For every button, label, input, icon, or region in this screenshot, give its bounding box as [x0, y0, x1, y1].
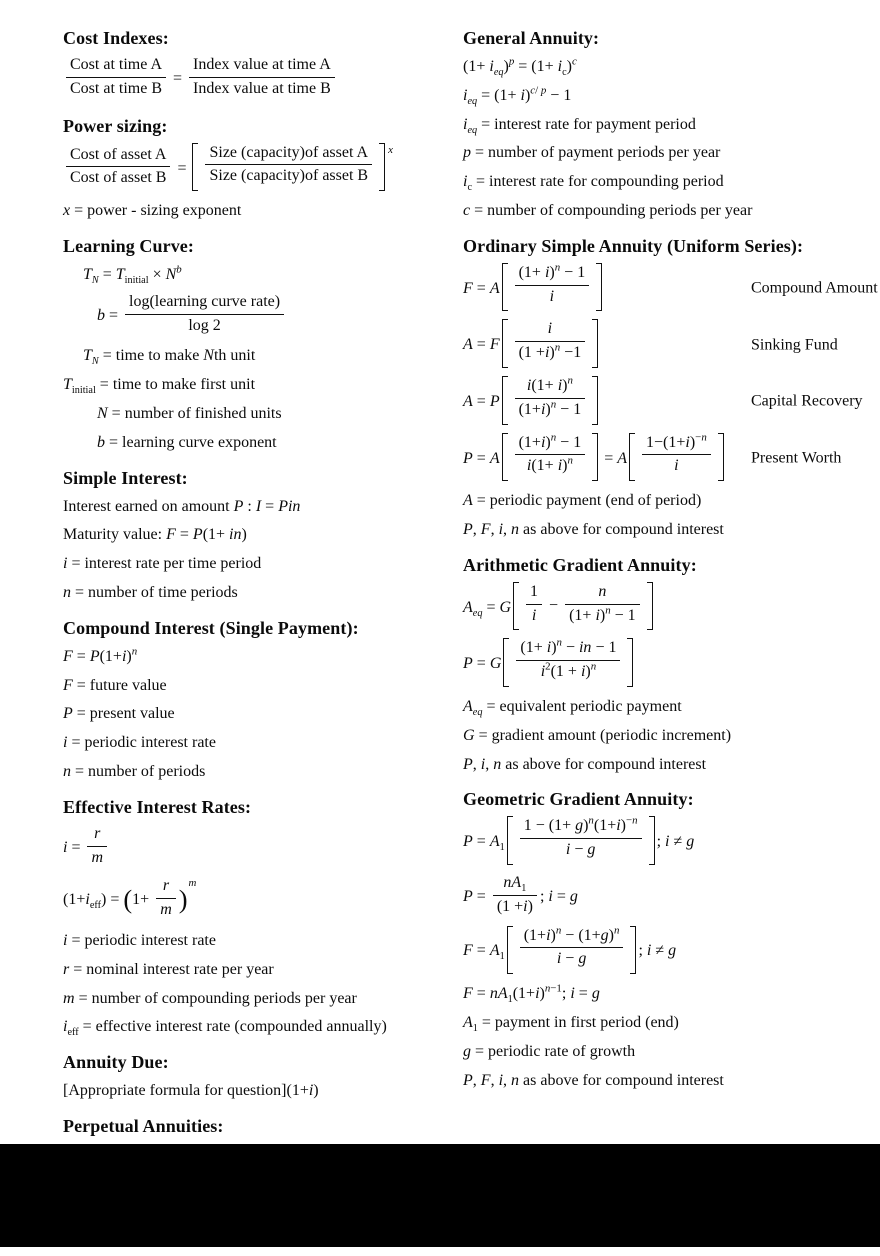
section-general-annuity: [463, 28, 877, 222]
section-title: Annuity Due:: [63, 1052, 169, 1073]
formula-math: i = interest rate per time period: [63, 555, 262, 573]
formula-math: Maturity value: F = P(1+ in): [63, 526, 247, 544]
formula-note: Capital Recovery: [751, 392, 863, 410]
formula-math: $i_{eff}$ = effective interest rate (compounded annually): [63, 1018, 387, 1039]
section-title: General Annuity:: [463, 28, 600, 48]
formula-line: [63, 346, 457, 367]
section-title: Power sizing:: [63, 115, 168, 136]
formula-line: [463, 172, 877, 193]
column-left: [63, 26, 457, 1256]
formula-math: [Appropriate formula for question](1+i): [63, 1082, 319, 1100]
formula-line: [63, 525, 457, 546]
formula-math: F = future value: [63, 676, 167, 694]
formula-math: $F = A_1$ $\frac{(1+i)^n - (1+g)^n}{i - g}$ ; i ≠ g: [463, 942, 676, 959]
formula-math: G = gradient amount (periodic increment): [463, 726, 732, 744]
formula-math: x = power - sizing exponent: [63, 202, 242, 220]
formula-math: n = number of time periods: [63, 583, 238, 601]
formula-math: $F = nA_1(1+i)^{n-1}$; i = g: [463, 982, 600, 1006]
formula-math: P, F, i, n as above for compound interest: [463, 520, 724, 538]
formula-math: $i_{eq} = (1+ i)^{c/ p} - 1$: [463, 84, 572, 107]
formula-math: $T_N = T_{initial} \times N^b$: [83, 263, 182, 287]
formula-note: Present Worth: [751, 449, 842, 467]
formula-math: P = $\frac{nA_1}{(1 +i)}$ ; i = g: [463, 873, 578, 915]
formula-math: i = $\frac{r}{m}$: [63, 839, 110, 856]
formula-line: [63, 57, 457, 102]
section-title: Ordinary Simple Annuity (Uniform Series):: [463, 235, 804, 256]
formula-line: [463, 431, 877, 484]
section-ordinary-simple-annuity: [463, 236, 877, 541]
formula-line: [63, 554, 457, 575]
column-right: [463, 26, 877, 1105]
section-arithmetic-gradient-annuity: [463, 555, 877, 776]
section-learning-curve: [63, 236, 457, 454]
formula-math: $A_{eq}$ = equivalent periodic payment: [463, 697, 682, 719]
formula-math: $A_1$ = payment in first period (end): [463, 1013, 679, 1035]
formula-line: [463, 491, 877, 512]
formula-line: [63, 433, 457, 454]
formula-note: Compound Amount: [751, 279, 878, 297]
formula-math: c = number of compounding periods per year: [463, 201, 753, 219]
formula-line: [463, 143, 877, 164]
formula-line: [63, 1017, 457, 1038]
formula-line: [63, 265, 457, 286]
formula-math: $i_{eq}$ = interest rate for payment period: [463, 115, 696, 136]
section-simple-interest: [63, 468, 457, 604]
formula-math: P, i, n as above for compound interest: [463, 755, 707, 773]
formula-line: [463, 1013, 877, 1034]
formula-math: $T_{initial}$ = time to make first unit: [63, 376, 256, 397]
formula-line: [63, 201, 457, 222]
formula-line: [63, 583, 457, 604]
formula-math: A = F $\frac{i}{(1 +i)^n -1}$: [463, 336, 600, 353]
formula-line: [463, 201, 877, 222]
formula-math: n = number of periods: [63, 762, 206, 780]
section-title: Geometric Gradient Annuity:: [463, 789, 694, 810]
formula-line: [463, 261, 878, 314]
formula-line: [63, 960, 457, 981]
formula-line: [63, 878, 457, 923]
section-title: Effective Interest Rates:: [63, 796, 252, 817]
section-title: Perpetual Annuities:: [63, 1115, 224, 1136]
section-power-sizing: [63, 116, 457, 222]
formula-line: [463, 115, 877, 136]
formula-math: $\frac{\text{Cost of asset A}}{\text{Cost of asset B}}$ = $\frac{\text{Size (capacity)of asset A}}{\text{Size (capacity)of asset B}}$ $^x$: [63, 160, 393, 177]
formula-line: [463, 520, 877, 541]
formula-line: [63, 704, 457, 725]
formula-math: Interest earned on amount P : I = Pin: [63, 497, 301, 515]
formula-math: i = periodic interest rate: [63, 931, 216, 949]
formula-math: A = periodic payment (end of period): [463, 492, 702, 510]
formula-line: [63, 647, 457, 668]
formula-math: P, F, i, n as above for compound interest: [463, 1071, 724, 1089]
formula-line: [63, 733, 457, 754]
formula-line: [63, 762, 457, 783]
formula-line: [463, 726, 877, 747]
formula-line: [463, 321, 877, 370]
formula-line: [463, 57, 877, 78]
formula-math: p = number of payment periods per year: [463, 144, 721, 162]
formula-line: [463, 697, 877, 718]
section-annuity-due: [63, 1052, 457, 1102]
formula-math: P = G $\frac{(1+ i)^n - in - 1}{i^2(1 + i)^n}$: [463, 655, 635, 672]
formula-line: [463, 584, 877, 633]
formula-math: P = present value: [63, 705, 175, 723]
formula-math: b = $\frac{\text{log(learning curve rate)}}{\log 2}$: [97, 307, 287, 324]
formula-math: g = periodic rate of growth: [463, 1042, 636, 1060]
formula-math: $P = A_1$ $\frac{1 - (1+ g)^n(1+i)^{-n}}{i - g}$ ; i ≠ g: [463, 833, 694, 850]
formula-line: [463, 1042, 877, 1063]
formula-line: [63, 931, 457, 952]
formula-math: $(1+i_{eff}) = (1+$ $\frac{r}{m}$ )$^m$: [63, 877, 197, 919]
formula-line: [63, 1081, 457, 1102]
section-title: Cost Indexes:: [63, 28, 169, 48]
formula-math: r = nominal interest rate per year: [63, 960, 274, 978]
formula-line: [463, 374, 877, 427]
formula-line: [63, 145, 457, 194]
formula-note: Sinking Fund: [751, 336, 838, 354]
section-title: Simple Interest:: [63, 467, 188, 488]
formula-line: [63, 989, 457, 1010]
formula-math: $F = P(1+i)^n$: [63, 645, 138, 665]
formula-line: [463, 1071, 877, 1092]
formula-math: i = periodic interest rate: [63, 734, 216, 752]
formula-math: $(1+ i_{eq})^p = (1+ i_c)^c$: [463, 55, 577, 79]
formula-math: N = number of finished units: [97, 404, 282, 422]
section-title: Arithmetic Gradient Annuity:: [463, 554, 697, 575]
formula-line: [463, 86, 877, 107]
formula-line: [463, 815, 877, 867]
section-effective-interest-rates: [63, 797, 457, 1038]
formula-math: $\frac{\text{Cost at time A}}{\text{Cost at time B}}$ = $\frac{\text{Index value at time A}}{\text{Index value at time B}}$: [63, 70, 338, 87]
formula-math: F = A $\frac{(1+ i)^n - 1}{i}$: [463, 280, 604, 297]
bottom-black-bar: [0, 1144, 880, 1247]
section-cost-indexes: [63, 28, 457, 102]
section-title: Compound Interest (Single Payment):: [63, 617, 359, 638]
section-title: Learning Curve:: [63, 235, 194, 256]
section-geometric-gradient-annuity: [463, 789, 877, 1091]
formula-math: A = P $\frac{i(1+ i)^n}{(1+i)^n - 1}$: [463, 393, 600, 410]
formula-math: $i_c$ = interest rate for compounding period: [463, 173, 724, 194]
formula-math: P = A $\frac{(1+i)^n - 1}{i(1+ i)^n}$ = A $\frac{1-(1+i)^{-n}}{i}$: [463, 450, 726, 467]
formula-math: $T_N$ = time to make Nth unit: [83, 347, 256, 368]
formula-line: [63, 497, 457, 518]
formula-math: m = number of compounding periods per year: [63, 989, 357, 1007]
formula-line: [463, 984, 877, 1005]
formula-line: [463, 755, 877, 776]
formula-line: [63, 294, 457, 339]
formula-line: [463, 637, 877, 689]
formula-math: $A_{eq} = G$ $\frac{1}{i}$ − $\frac{n}{(1+ i)^n - 1}$: [463, 599, 655, 616]
formula-line: [463, 875, 877, 920]
formula-line: [463, 924, 877, 977]
formula-math: b = learning curve exponent: [97, 433, 277, 451]
formula-line: [63, 826, 457, 871]
formula-line: [63, 404, 457, 425]
formula-line: [63, 676, 457, 697]
formula-line: [63, 375, 457, 396]
section-compound-interest: [63, 618, 457, 783]
